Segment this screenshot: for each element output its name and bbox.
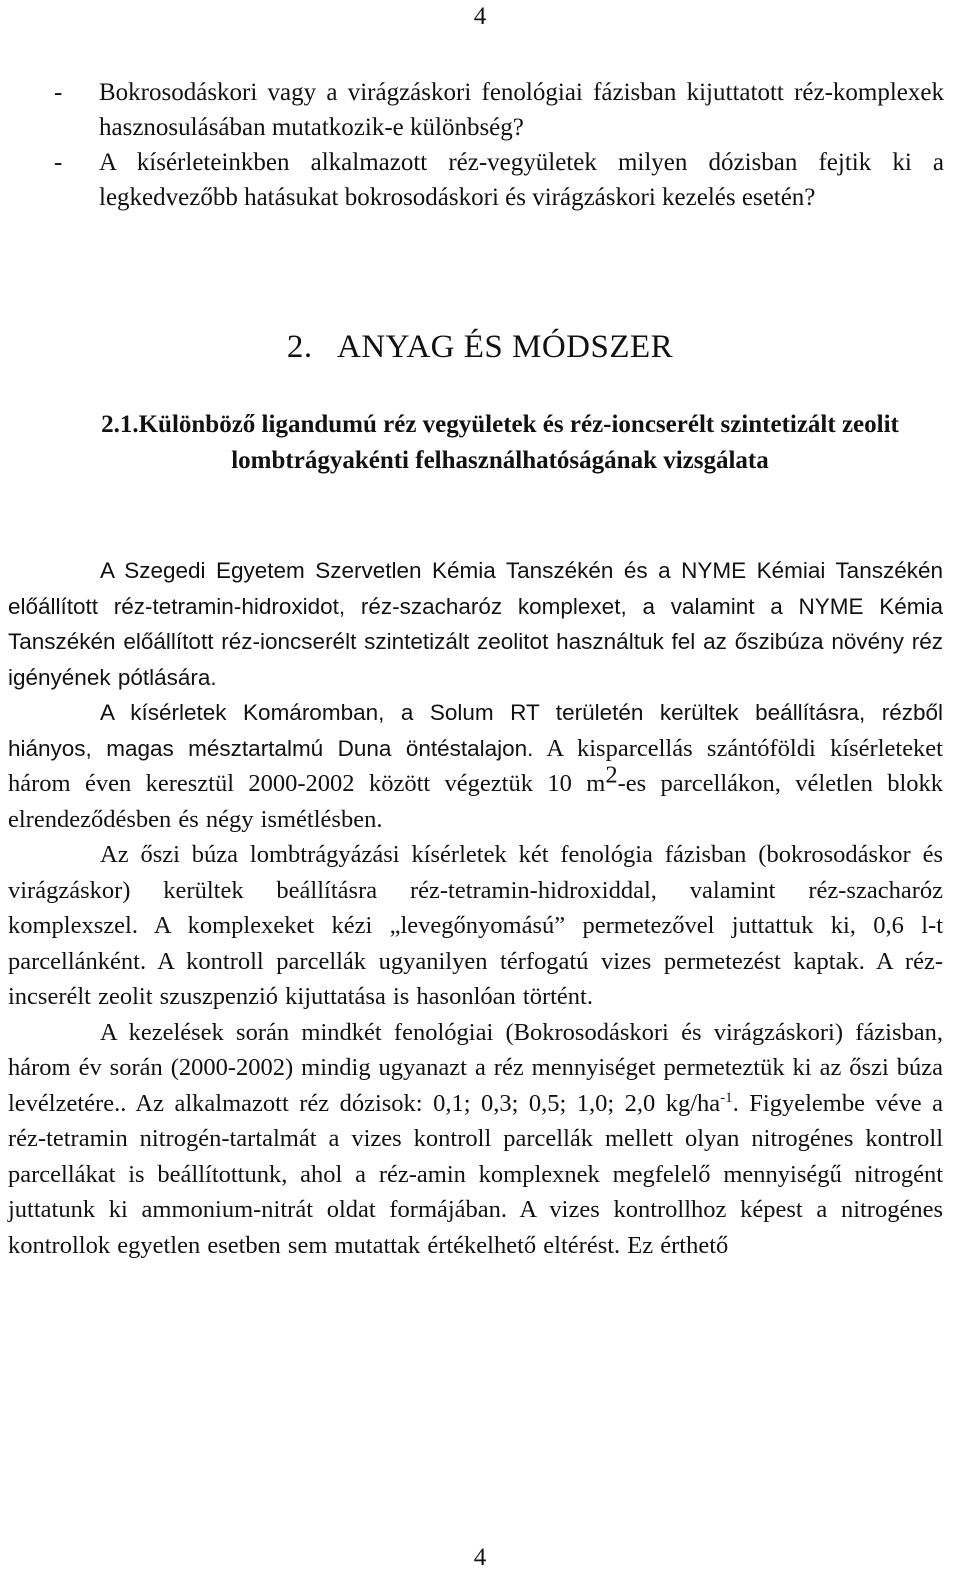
paragraph-text: A kezelések során mindkét fenológiai (Bokrosodáskori és virágzáskori) fázisban, három év során (2000-2002) mindig ugyanazt a réz mennyiséget permeteztük ki az őszi búza levélzetére.. Az alkalmazott réz dózisok: 0,1; 0,3; 0,5; 1,0; 2,0 kg/ha [8,1018,943,1117]
superscript: -1 [720,1089,733,1106]
question-list [54,75,944,215]
body-text [8,553,943,1263]
superscript: 2 [605,761,618,789]
subsection-title: 2.1.Különböző ligandumú réz vegyületek és réz-ioncserélt szintetizált zeolit lombtrágyakénti felhasználhatóságának vizsgálata [101,411,899,474]
question-item [54,75,944,145]
section-title: 2. ANYAG ÉS MÓDSZER [286,329,674,365]
paragraph-text: . Figyelembe véve a réz-tetramin nitrogén-tartalmát a vizes kontroll parcellák mellett olyan nitrogénes kontroll parcellákat is beállítottunk, ahol a réz-amin komplexnek megfelelő mennyiségű nitrogént juttatunk ki ammonium-nitrát oldat formájában. A vizes kontrollhoz képest a nitrogénes kontrollok egyetlen esetben sem mutattak értékelhető eltérést. Ez érthető [8,1089,943,1259]
paragraph-treatment: Az őszi búza lombtrágyázási kísérletek két fenológia fázisban (bokrosodáskor és virágzáskor) kerültek beállításra réz-tetramin-hidroxiddal, valamint réz-szacharóz komplexszel. A komplexeket kézi „levegőnyomású” permetezővel juttattuk ki, 0,6 l-t parcellánként. A kontroll parcellák ugyanilyen térfogatú vizes permetezést kaptak. A réz-incserélt zeolit szuszpenzió kijuttatása is hasonlóan történt. [8,841,943,1010]
paragraph-intro: A Szegedi Egyetem Szervetlen Kémia Tanszékén és a NYME Kémiai Tanszékén előállított réz-tetramin-hidroxidot, réz-szacharóz komplexet, a valamint a NYME Kémia Tanszékén előállított réz-ioncserélt szintetizált zeolitot használtuk fel az őszibúza növény réz igényének pótlására. [8,558,943,690]
question-text: Bokrosodáskori vagy a virágzáskori fenológiai fázisban kijuttatott réz-komplexek hasznosulásában mutatkozik-e különbség? [99,79,944,141]
question-text: A kísérleteinkben alkalmazott réz-vegyületek milyen dózisban fejtik ki a legkedvezőbb hatásukat bokrosodáskori és virágzáskori kezelés esetén? [99,149,944,211]
list-dash: - [54,149,63,176]
page-number-top: 4 [473,3,487,30]
list-dash: - [54,79,63,106]
question-item [54,145,944,215]
paragraph-text: A kísérletek Komáromban, a Solum RT területén kerültek beállításra, rézből hiányos, magas mésztartalmú Duna öntéstalajon. [8,700,943,761]
paragraph-text: -es parcellákon, véletlen blokk elrendeződésben és négy ismétlésben. [8,770,944,833]
paragraph-doses [8,1015,943,1264]
paragraph-text: A kisparcellás szántóföldi kísérleteket három éven keresztül 2000-2002 között végeztük 10 m [8,734,943,797]
page-number-bottom: 4 [473,1544,487,1571]
paragraph-experiment-site [8,695,943,837]
